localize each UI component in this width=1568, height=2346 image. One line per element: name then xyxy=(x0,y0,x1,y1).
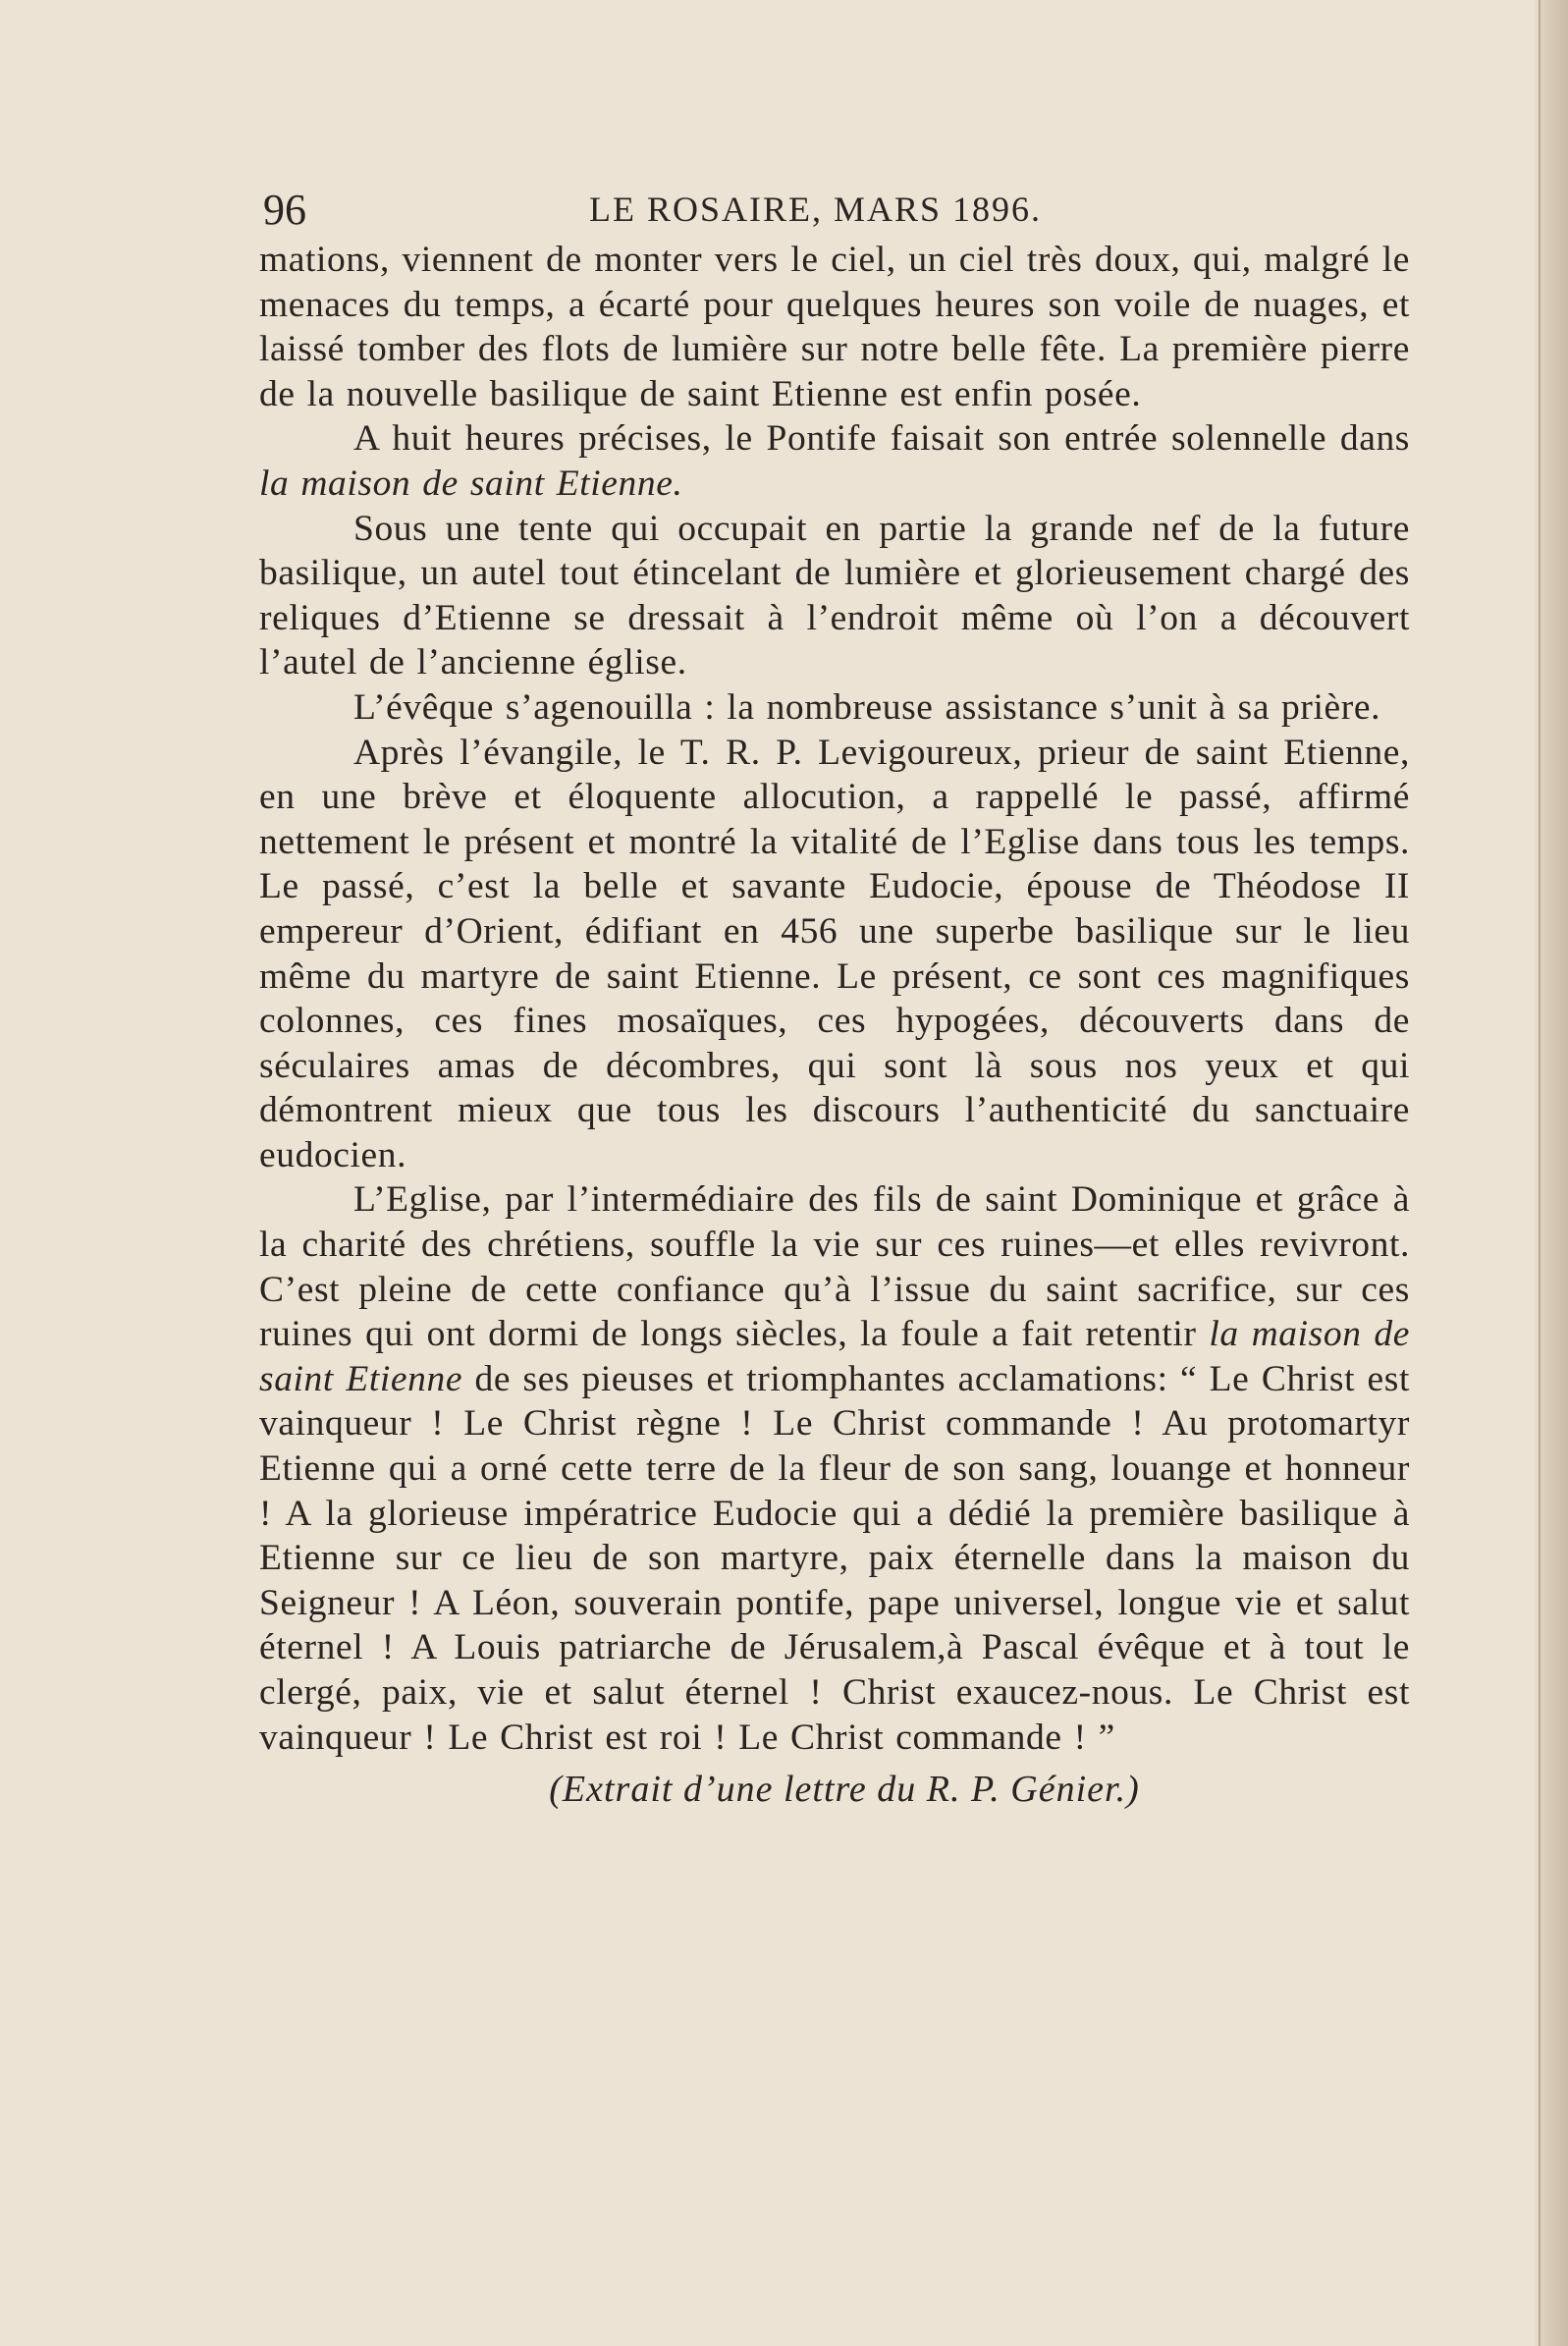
book-page xyxy=(259,177,1410,1811)
text-segment: L’évêque s’agenouilla : la nombreuse assistance s’unit à sa prière. xyxy=(353,686,1381,728)
text-segment: Après l’évangile, le T. R. P. Levigoureux, prieur de saint Etienne, en une brève et éloquente allocution, a rappellé le passé, affirmé nettement le présent et montré la vitalité de l’Eglise dans tous les temps. Le passé, c’est la belle et savante Eudocie, épouse de Théodose II empereur d’Orient, édifiant en 456 une superbe basilique sur le lieu même du martyre de saint Etienne. Le présent, ce sont ces magnifiques colonnes, ces fines mosaïques, ces hypogées, découverts dans de séculaires amas de décombres, qui sont là sous nos yeux et qui démontrent mieux que tous les discours l’authenticité du sanctuaire eudocien. xyxy=(259,732,1410,1175)
paragraph xyxy=(259,416,1410,506)
signature: (Extrait d’une lettre du R. P. Génier.) xyxy=(549,1769,1140,1811)
paragraph xyxy=(259,1177,1410,1760)
text-segment: A huit heures précises, le Pontife faisait son entrée solennelle dans xyxy=(353,418,1410,460)
text-segment: L’Eglise, par l’intermédiaire des fils de saint Dominique et grâce à la charité des chrétiens, souffle la vie sur ces ruines—et elles revivront. C’est pleine de cette confiance qu’à l’issue du saint sacrifice, sur ces ruines qui ont dormi de longs siècles, la foule a fait retentir xyxy=(259,1179,1410,1355)
paragraph xyxy=(259,731,1410,1178)
italic-text: la maison de saint Etienne. xyxy=(259,463,683,504)
body-text xyxy=(259,238,1410,1760)
text-segment: mations, viennent de monter vers le ciel, un ciel très doux, qui, malgré le menaces du temps, a écarté pour quelques heures son voile de nuages, et laissé tomber des flots de lumière sur notre belle fête. La première pierre de la nouvelle basilique de saint Etienne est enfin posée. xyxy=(259,240,1410,414)
page-binding-line xyxy=(1539,0,1541,2346)
page-number: 96 xyxy=(263,186,306,234)
text-segment: de ses pieuses et triomphantes acclamations: “ Le Christ est vainqueur ! Le Christ règne ! Le Christ commande ! Au protomartyr Etienne qui a orné cette terre de la fleur de son sang, louange et honneur ! A la glorieuse impératrice Eudocie qui a dédié la première basilique à Etienne sur ce lieu de son martyre, paix éternelle dans la maison du Seigneur ! A Léon, souverain pontife, pape universel, longue vie et salut éternel ! A Louis patriarche de Jérusalem,à Pascal évêque et à tout le clergé, paix, vie et salut éternel ! Christ exaucez-nous. Le Christ est vainqueur ! Le Christ est roi ! Le Christ commande ! ” xyxy=(259,1358,1410,1758)
paragraph xyxy=(259,685,1410,731)
text-segment: Sous une tente qui occupait en partie la grande nef de la future basilique, un autel tout étincelant de lumière et glorieusement chargé des reliques d’Etienne se dressait à l’endroit même où l’on a découvert l’autel de l’ancienne église. xyxy=(259,508,1410,683)
italic-text: la maison de saint Etienne xyxy=(259,1314,1410,1399)
paragraph xyxy=(259,238,1410,416)
running-head xyxy=(259,177,1410,238)
running-title: LE ROSAIRE, MARS 1896. xyxy=(589,190,1043,229)
paragraph xyxy=(259,507,1410,685)
